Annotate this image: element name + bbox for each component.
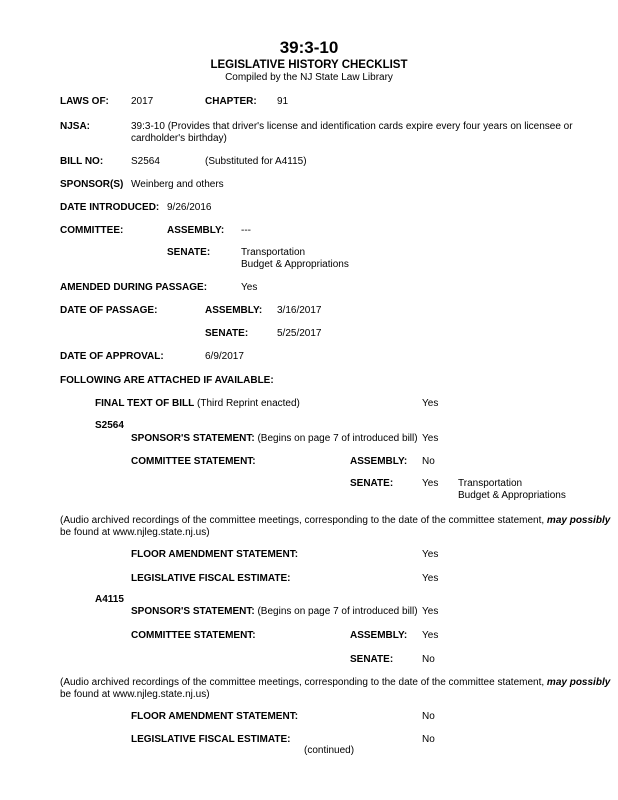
a4115-audio-note-line2: be found at www.njleg.state.nj.us)	[60, 689, 210, 700]
s2564-senate-committee-2: Budget & Appropriations	[458, 490, 566, 501]
committee-assembly-value: ---	[241, 225, 251, 236]
amended-value: Yes	[241, 282, 258, 293]
s2564-sponsor-statement-label: SPONSOR'S STATEMENT:	[131, 433, 255, 444]
date-introduced-value: 9/26/2016	[167, 202, 212, 213]
sponsor-value: Weinberg and others	[131, 179, 224, 190]
a4115-sponsor-statement-row	[131, 606, 418, 618]
document-title: LEGISLATIVE HISTORY CHECKLIST	[210, 59, 408, 71]
s2564-floor-value: Yes	[422, 549, 439, 560]
s2564-fiscal-label: LEGISLATIVE FISCAL ESTIMATE:	[131, 573, 291, 584]
attached-heading: FOLLOWING ARE ATTACHED IF AVAILABLE:	[60, 375, 274, 386]
s2564-audio-note	[60, 515, 610, 527]
a4115-audio-note-emphasis: may possibly	[546, 677, 611, 688]
committee-assembly-label: ASSEMBLY:	[167, 225, 225, 236]
laws-of-label: LAWS OF:	[60, 96, 109, 107]
a4115-floor-value: No	[422, 711, 435, 722]
a4115-fiscal-label: LEGISLATIVE FISCAL ESTIMATE:	[131, 734, 291, 745]
final-text-row	[95, 398, 300, 410]
date-of-approval-value: 6/9/2017	[205, 351, 244, 362]
passage-assembly-label: ASSEMBLY:	[205, 305, 263, 316]
s2564-floor-label: FLOOR AMENDMENT STATEMENT:	[131, 549, 299, 560]
final-text-note: (Third Reprint enacted)	[197, 398, 300, 409]
date-of-approval-label: DATE OF APPROVAL:	[60, 351, 164, 362]
date-introduced-label: DATE INTRODUCED:	[60, 202, 160, 213]
s2564-audio-note-emphasis: may possibly	[546, 515, 611, 526]
s2564-audio-note-line2: be found at www.njleg.state.nj.us)	[60, 527, 210, 538]
committee-label: COMMITTEE:	[60, 225, 124, 236]
bill-no-value: S2564	[131, 156, 160, 167]
passage-senate-label: SENATE:	[205, 328, 249, 339]
passage-assembly-value: 3/16/2017	[277, 305, 322, 316]
passage-senate-value: 5/25/2017	[277, 328, 322, 339]
laws-of-year: 2017	[131, 96, 154, 107]
a4115-fiscal-value: No	[422, 734, 435, 745]
a4115-sponsor-statement-note: (Begins on page 7 of introduced bill)	[257, 606, 418, 617]
s2564-senate-committee-1: Transportation	[458, 478, 523, 489]
chapter-value: 91	[277, 96, 289, 107]
committee-senate-value-1: Transportation	[241, 247, 306, 258]
compiled-by: Compiled by the NJ State Law Library	[225, 72, 393, 83]
a4115-senate-label: SENATE:	[350, 654, 394, 665]
njsa-value: 39:3-10 (Provides that driver's license and identification cards expire every four years on licensee or cardholder's birthday)	[131, 121, 573, 144]
s2564-senate-label: SENATE:	[350, 478, 394, 489]
s2564-sponsor-statement-note: (Begins on page 7 of introduced bill)	[257, 433, 418, 444]
amended-label: AMENDED DURING PASSAGE:	[60, 282, 208, 293]
committee-senate-value-2: Budget & Appropriations	[241, 259, 349, 270]
final-text-label: FINAL TEXT OF BILL	[95, 398, 195, 409]
a4115-sponsor-statement-label: SPONSOR'S STATEMENT:	[131, 606, 255, 617]
s2564-committee-statement-label: COMMITTEE STATEMENT:	[131, 456, 256, 467]
continued-footer: (continued)	[304, 745, 355, 756]
s2564-label: S2564	[95, 420, 124, 431]
a4115-sponsor-statement-value: Yes	[422, 606, 439, 617]
s2564-senate-value: Yes	[422, 478, 439, 489]
s2564-sponsor-statement-row	[131, 433, 418, 445]
statute-title: 39:3-10	[279, 38, 339, 57]
bill-substituted-note: (Substituted for A4115)	[205, 156, 307, 167]
s2564-assembly-label: ASSEMBLY:	[350, 456, 408, 467]
a4115-floor-label: FLOOR AMENDMENT STATEMENT:	[131, 711, 299, 722]
a4115-audio-note-text: (Audio archived recordings of the committee meetings, corresponding to the date of the committee statement,	[60, 677, 547, 688]
s2564-fiscal-value: Yes	[422, 573, 439, 584]
date-of-passage-label: DATE OF PASSAGE:	[60, 305, 158, 316]
a4115-audio-note	[60, 677, 610, 689]
a4115-label: A4115	[95, 594, 124, 605]
bill-no-label: BILL NO:	[60, 156, 104, 167]
s2564-assembly-value: No	[422, 456, 435, 467]
chapter-label: CHAPTER:	[205, 96, 257, 107]
committee-senate-label: SENATE:	[167, 247, 211, 258]
a4115-committee-statement-label: COMMITTEE STATEMENT:	[131, 630, 256, 641]
a4115-senate-value: No	[422, 654, 435, 665]
a4115-assembly-value: Yes	[422, 630, 439, 641]
s2564-audio-note-text: (Audio archived recordings of the committee meetings, corresponding to the date of the committee statement,	[60, 515, 547, 526]
njsa-label: NJSA:	[60, 121, 91, 132]
s2564-sponsor-statement-value: Yes	[422, 433, 439, 444]
final-text-value: Yes	[422, 398, 439, 409]
a4115-assembly-label: ASSEMBLY:	[350, 630, 408, 641]
sponsor-label: SPONSOR(S)	[60, 179, 124, 190]
